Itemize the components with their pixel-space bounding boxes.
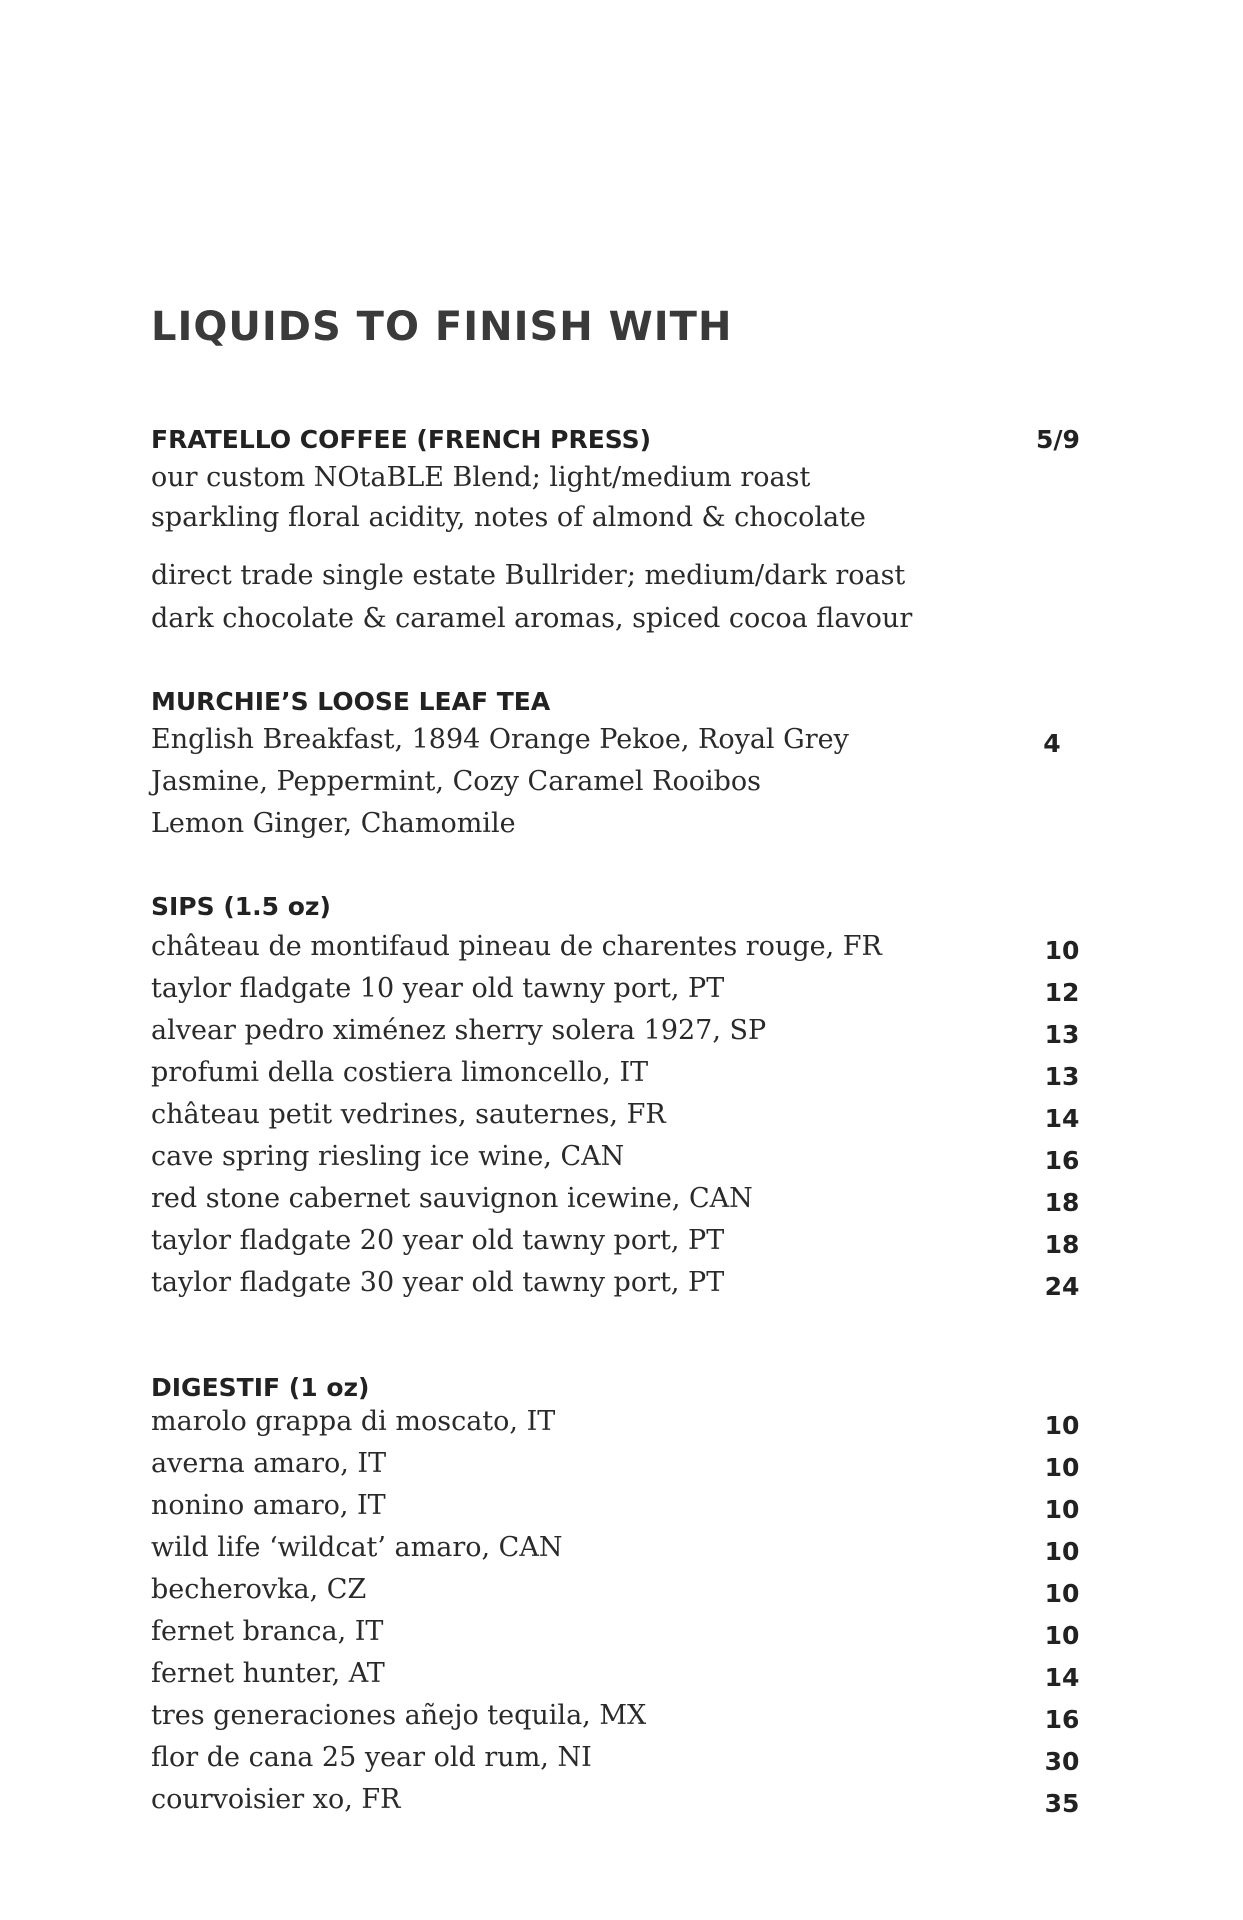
coffee-description-line: our custom NOtaBLE Blend; light/medium roast: [151, 462, 811, 493]
digestif-item-name: fernet branca, IT: [151, 1616, 384, 1647]
digestif-item-name: courvoisier xo, FR: [151, 1784, 401, 1815]
section-heading-digestif: DIGESTIF (1 oz): [151, 1373, 370, 1402]
sips-item-name: taylor fladgate 10 year old tawny port, PT: [151, 973, 725, 1004]
digestif-item-name: flor de cana 25 year old rum, NI: [151, 1742, 592, 1773]
sips-item-price: 24: [1044, 1272, 1080, 1301]
digestif-item-name: nonino amaro, IT: [151, 1490, 386, 1521]
digestif-item-price: 10: [1044, 1537, 1080, 1566]
section-heading-sips: SIPS (1.5 oz): [151, 892, 331, 921]
digestif-item-price: 10: [1044, 1411, 1080, 1440]
tea-description-line: English Breakfast, 1894 Orange Pekoe, Royal Grey: [151, 724, 849, 755]
coffee-price: 5/9: [1036, 425, 1080, 454]
sips-item-name: profumi della costiera limoncello, IT: [151, 1057, 649, 1088]
tea-price: 4: [1043, 729, 1061, 758]
sips-item-name: château petit vedrines, sauternes, FR: [151, 1099, 666, 1130]
coffee-description-line: direct trade single estate Bullrider; medium/dark roast: [151, 560, 906, 591]
digestif-item-price: 10: [1044, 1579, 1080, 1608]
sips-item-name: alvear pedro ximénez sherry solera 1927, SP: [151, 1015, 767, 1046]
digestif-item-price: 10: [1044, 1621, 1080, 1650]
sips-item-price: 13: [1044, 1062, 1080, 1091]
digestif-item-name: fernet hunter, AT: [151, 1658, 385, 1689]
digestif-item-name: tres generaciones añejo tequila, MX: [151, 1700, 647, 1731]
sips-item-name: château de montifaud pineau de charentes rouge, FR: [151, 931, 882, 962]
digestif-item-name: wild life ‘wildcat’ amaro, CAN: [151, 1532, 563, 1563]
sips-item-price: 18: [1044, 1188, 1080, 1217]
digestif-item-price: 14: [1044, 1663, 1080, 1692]
section-heading-coffee: FRATELLO COFFEE (FRENCH PRESS): [151, 425, 652, 454]
sips-item-price: 13: [1044, 1020, 1080, 1049]
digestif-item-price: 30: [1044, 1747, 1080, 1776]
coffee-description-line: dark chocolate & caramel aromas, spiced cocoa flavour: [151, 603, 913, 634]
sips-item-price: 18: [1044, 1230, 1080, 1259]
coffee-description-line: sparkling floral acidity, notes of almond & chocolate: [151, 502, 866, 533]
digestif-item-name: averna amaro, IT: [151, 1448, 387, 1479]
sips-item-name: taylor fladgate 20 year old tawny port, PT: [151, 1225, 725, 1256]
sips-item-name: cave spring riesling ice wine, CAN: [151, 1141, 625, 1172]
digestif-item-price: 35: [1044, 1789, 1080, 1818]
digestif-item-price: 16: [1044, 1705, 1080, 1734]
digestif-item-price: 10: [1044, 1495, 1080, 1524]
sips-item-name: taylor fladgate 30 year old tawny port, PT: [151, 1267, 725, 1298]
tea-description-line: Lemon Ginger, Chamomile: [151, 808, 516, 839]
page-title: LIQUIDS TO FINISH WITH: [151, 304, 733, 350]
digestif-item-price: 10: [1044, 1453, 1080, 1482]
digestif-item-name: becherovka, CZ: [151, 1574, 367, 1605]
sips-item-price: 14: [1044, 1104, 1080, 1133]
sips-item-name: red stone cabernet sauvignon icewine, CAN: [151, 1183, 753, 1214]
sips-item-price: 16: [1044, 1146, 1080, 1175]
sips-item-price: 10: [1044, 936, 1080, 965]
digestif-item-name: marolo grappa di moscato, IT: [151, 1406, 556, 1437]
tea-description-line: Jasmine, Peppermint, Cozy Caramel Rooibos: [151, 766, 761, 797]
sips-item-price: 12: [1044, 978, 1080, 1007]
section-heading-tea: MURCHIE’S LOOSE LEAF TEA: [151, 687, 551, 716]
